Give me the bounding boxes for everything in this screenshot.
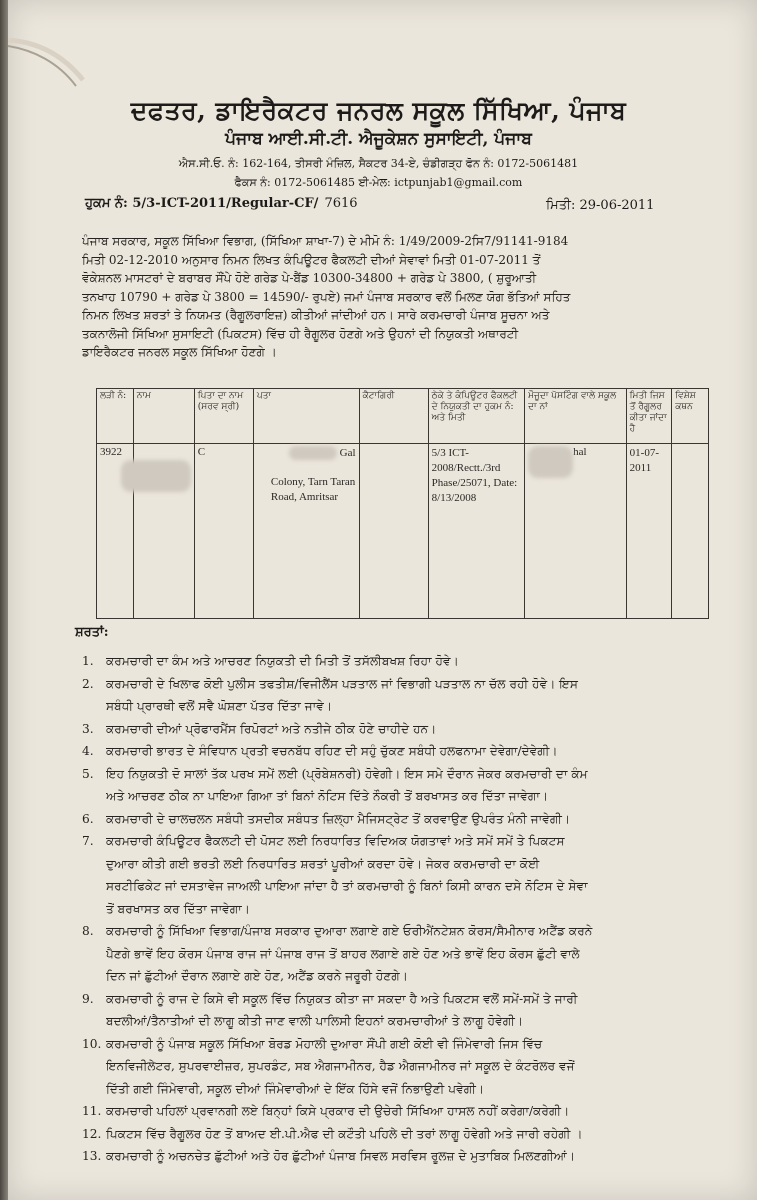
condition-number: 13. xyxy=(82,1149,102,1163)
serial-value: 3922 xyxy=(100,446,122,458)
condition-text xyxy=(106,1100,702,1123)
col-name: ਨਾਮ xyxy=(133,389,194,444)
condition-line: ਕਰਮਚਾਰੀ ਦੇ ਚਾਲਚਲਨ ਸਬੰਧੀ ਤਸਦੀਕ ਸਬੰਧਤ ਜ਼ਿਲ੍ਹਾ ਮੈਜਿਸਟ੍ਰੇਟ ਤੋਂ ਕਰਵਾਉਣ ਉਪਰੰਤ ਮੰਨੀ ਜਾਵੇਗੀ। xyxy=(106,811,571,826)
col-serial: ਲੜੀ ਨੰ: xyxy=(97,389,134,444)
condition-line: ਕਰਮਚਾਰੀ ਕੰਪਿਊਟਰ ਫੈਕਲਟੀ ਦੀ ਪੋਸਟ ਲਈ ਨਿਰਧਾਰਿਤ ਵਿਦਿਅਕ ਯੋਗਤਾਵਾਂ ਅਤੇ ਸਮੇਂ ਸਮੇਂ ਤੇ ਪਿਕਟਸ xyxy=(106,834,565,848)
condition-line: ਕਰਮਚਾਰੀ ਨੂੰ ਅਚਨਚੇਤ ਛੁੱਟੀਆਂ ਅਤੇ ਹੋਰ ਛੁੱਟੀਆਂ ਪੰਜਾਬ ਸਿਵਲ ਸਰਵਿਸ ਰੂਲਜ਼ ਦੇ ਮੁਤਾਬਿਕ ਮਿਲਣਗੀਆਂ। xyxy=(106,1149,576,1163)
condition-number: 2. xyxy=(82,676,94,691)
cell-school xyxy=(525,444,627,619)
condition-text xyxy=(106,740,702,763)
cell-regular-date xyxy=(626,444,672,619)
office-address: ਐਸ.ਸੀ.ਓ. ਨੰ: 162-164, ਤੀਸਰੀ ਮੰਜ਼ਿਲ, ਸੈਕਟਰ 34-ਏ, ਚੰਡੀਗੜ੍ਹ ਫੋਨ ਨੰ: 0172-5061481 xyxy=(178,157,579,170)
condition-line: ਇਨਵਿਜੀਲੇਟਰ, ਸੁਪਰਵਾਈਜ਼ਰ, ਸੁਪਰਡੰਟ, ਸਬ ਐਗਜਾਮੀਨਰ, ਹੈਡ ਐਗਜਾਮੀਨਰ ਜਾਂ ਸਕੂਲ ਦੇ ਕੰਟਰੋਲਰ ਵਜੋਂ xyxy=(106,1059,575,1073)
cell-name xyxy=(133,444,194,619)
condition-line: ਦਿਨ ਜਾਂ ਛੁੱਟੀਆਂ ਦੌਰਾਨ ਲਗਾਏ ਗਏ ਹੋਣ, ਅਟੈਂਡ ਕਰਨੇ ਜਰੂਰੀ ਹੋਣਗੇ। xyxy=(106,969,409,983)
redacted-name xyxy=(121,460,191,492)
society-title: ਪੰਜਾਬ ਆਈ.ਸੀ.ਟੀ. ਐਜੂਕੇਸ਼ਨ ਸੁਸਾਇਟੀ, ਪੰਜਾਬ xyxy=(225,129,532,149)
condition-line: ਸਰਟੀਫਿਕੇਟ ਜਾਂ ਦਸਤਾਵੇਜ ਜਾਅਲੀ ਪਾਇਆ ਜਾਂਦਾ ਹੈ ਤਾਂ ਕਰਮਚਾਰੀ ਨੂੰ ਬਿਨਾਂ ਕਿਸੀ ਕਾਰਨ ਦਸੇ ਨੋਟਿਸ ਦੇ ਸੇਵਾ xyxy=(106,879,588,893)
cell-father xyxy=(194,444,253,619)
list-item xyxy=(82,920,702,988)
table-header-row xyxy=(97,389,709,444)
redacted-school xyxy=(528,446,573,478)
list-item xyxy=(82,740,702,763)
appointment-value: 5/3 ICT-2008/Rectt./3rd Phase/25071, Date: 8/13/2008 xyxy=(431,447,518,504)
order-number: 7616 xyxy=(324,196,358,211)
intro-line: ਤਕਨਾਲੋਜੀ ਸਿੱਖਿਆ ਸੁਸਾਇਟੀ (ਪਿਕਟਸ) ਵਿੱਚ ਹੀ ਰੈਗੂਲਰ ਹੋਣਗੇ ਅਤੇ ਉਹਨਾਂ ਦੀ ਨਿਯੁਕਤੀ ਅਥਾਰਟੀ xyxy=(82,326,519,341)
condition-text xyxy=(106,1033,702,1101)
condition-number: 4. xyxy=(82,744,94,758)
order-label: ਹੁਕਮ ਨੰ: 5/3-ICT-2011/Regular-CF/ xyxy=(85,196,319,211)
condition-text xyxy=(106,988,702,1033)
col-remarks: ਵਿਸ਼ੇਸ਼ ਕਥਨ xyxy=(672,389,709,444)
intro-line: ਪੰਜਾਬ ਸਰਕਾਰ, ਸਕੂਲ ਸਿੱਖਿਆ ਵਿਭਾਗ, (ਸਿੱਖਿਆ ਸ਼ਾਖਾ-7) ਦੇ ਮੀਮੋ ਨੰ: 1/49/2009-2ਸਿ7/91141-9184 xyxy=(82,234,569,248)
condition-text xyxy=(106,718,702,741)
order-reference xyxy=(85,196,358,211)
table-row xyxy=(97,444,709,619)
condition-number: 1. xyxy=(82,654,94,668)
condition-text xyxy=(106,830,702,920)
condition-line: ਅਤੇ ਆਚਰਣ ਠੀਕ ਨਾ ਪਾਇਆ ਗਿਆ ਤਾਂ ਬਿਨਾਂ ਨੋਟਿਸ ਦਿੱਤੇ ਨੌਕਰੀ ਤੋਂ ਬਰਖਾਸਤ ਕਰ ਦਿੱਤਾ ਜਾਵੇਗਾ। xyxy=(106,789,549,803)
thread-decoration xyxy=(8,0,98,90)
condition-number: 9. xyxy=(82,991,94,1006)
col-address: ਪਤਾ xyxy=(253,389,359,444)
intro-line: ਨਿਮਨ ਲਿਖਤ ਸ਼ਰਤਾਂ ਤੇ ਨਿਯਮਤ (ਰੈਗੂਲਰਾਇਜ਼) ਕੀਤੀਆਂ ਜਾਂਦੀਆਂ ਹਨ। ਸਾਰੇ ਕਰਮਚਾਰੀ ਪੰਜਾਬ ਸੂਚਨਾ ਅਤੇ xyxy=(82,308,550,322)
col-school: ਮੌਜੂਦਾ ਪੋਸਟਿੰਗ ਵਾਲੇ ਸਕੂਲ ਦਾ ਨਾਂ xyxy=(525,389,627,444)
condition-line: ਇਹ ਨਿਯੁਕਤੀ ਦੋ ਸਾਲਾਂ ਤੱਕ ਪਰਖ ਸਮੇਂ ਲਈ (ਪ੍ਰੋਬੇਸ਼ਨਰੀ) ਹੋਵੇਗੀ। ਇਸ ਸਮੇ ਦੌਰਾਨ ਜੇਕਰ ਕਰਮਚਾਰੀ ਦਾ ਕੰਮ xyxy=(106,766,588,781)
list-item xyxy=(82,1100,702,1123)
list-item xyxy=(82,650,702,673)
regular-date-value: 01-07-2011 xyxy=(629,447,659,474)
condition-number: 10. xyxy=(82,1036,102,1051)
condition-text xyxy=(106,673,702,718)
col-appointment: ਠੇਕੇ ਤੇ ਕੰਪਿਊਟਰ ਫੈਕਲਟੀ ਦੇ ਨਿਯੁਕਤੀ ਦਾ ਹੁਕਮ ਨੰ: ਅਤੇ ਮਿਤੀ xyxy=(428,389,524,444)
intro-line: ਮਿਤੀ 02-12-2010 ਅਨੁਸਾਰ ਨਿਮਨ ਲਿਖਤ ਕੰਪਿਊਟਰ ਫੈਕਲਟੀ ਦੀਆਂ ਸੇਵਾਵਾਂ ਮਿਤੀ 01-07-2011 ਤੋਂ xyxy=(82,252,541,267)
condition-line: ਕਰਮਚਾਰੀ ਨੂੰ ਪੰਜਾਬ ਸਕੂਲ ਸਿੱਖਿਆ ਬੋਰਡ ਮੋਹਾਲੀ ਦੁਆਰਾ ਸੌਂਪੀ ਗਈ ਕੋਈ ਵੀ ਜਿੰਮੇਵਾਰੀ ਜਿਸ ਵਿੱਚ xyxy=(106,1036,543,1051)
employee-table xyxy=(96,388,709,619)
condition-line: ਪਿਕਟਸ ਵਿੱਚ ਰੈਗੂਲਰ ਹੋਣ ਤੋਂ ਬਾਅਦ ਈ.ਪੀ.ਐਫ ਦੀ ਕਟੌਤੀ ਪਹਿਲੇ ਦੀ ਤਰਾਂ ਲਾਗੂ ਹੋਵੇਗੀ ਅਤੇ ਜਾਰੀ ਰਹੇਗੀ । xyxy=(106,1126,583,1141)
condition-text xyxy=(106,920,702,988)
condition-line: ਕਰਮਚਾਰੀ ਨੂੰ ਸਿੱਖਿਆ ਵਿਭਾਗ/ਪੰਜਾਬ ਸਰਕਾਰ ਦੁਆਰਾ ਲਗਾਏ ਗਏ ਓਰੀਐਂਨਟੇਸ਼ਨ ਕੋਰਸ/ਸੈਮੀਨਾਰ ਅਟੈਂਡ ਕਰਨੇ xyxy=(106,924,593,938)
office-contact: ਫੈਕਸ ਨੰ: 0172-5061485 ਈ-ਮੇਲ: ictpunjab1@gmail.com xyxy=(234,176,523,189)
address-fragment: Gal xyxy=(339,447,356,459)
condition-number: 6. xyxy=(82,811,94,826)
condition-line: ਕਰਮਚਾਰੀ ਦੀਆਂ ਪ੍ਰੋਫਾਰਮੈਂਸ ਰਿਪੋਰਟਾਂ ਅਤੇ ਨਤੀਜੇ ਠੀਕ ਹੋਣੇ ਚਾਹੀਦੇ ਹਨ। xyxy=(106,721,437,736)
list-item xyxy=(82,1033,702,1101)
list-item xyxy=(82,718,702,741)
list-item xyxy=(82,830,702,920)
condition-number: 5. xyxy=(82,766,94,781)
address-value: Colony, Tarn Taran Road, Amritsar xyxy=(270,476,356,503)
condition-line: ਤੋਂ ਬਰਖਾਸਤ ਕਰ ਦਿੱਤਾ ਜਾਵੇਗਾ। xyxy=(106,901,250,916)
list-item xyxy=(82,673,702,718)
condition-number: 11. xyxy=(82,1104,102,1118)
list-item xyxy=(82,763,702,808)
intro-line: ਵੋਕੇਸ਼ਨਲ ਮਾਸਟਰਾਂ ਦੇ ਬਰਾਬਰ ਸੌਂਪੇ ਹੋਏ ਗਰੇਡ ਪੇ-ਬੈਂਡ 10300-34800 + ਗਰੇਡ ਪੇ 3800, ( ਸ਼ੁਰੂਆਤੀ xyxy=(82,271,537,285)
intro-paragraph xyxy=(82,232,682,362)
condition-text xyxy=(106,1145,702,1168)
col-regular-date: ਮਿਤੀ ਜਿਸ ਤੋਂ ਰੈਗੂਲਰ ਕੀਤਾ ਜਾਂਦਾ ਹੈ xyxy=(626,389,672,444)
order-date: ਮਿਤੀ: 29-06-2011 xyxy=(546,198,655,213)
list-item xyxy=(82,988,702,1033)
condition-text xyxy=(106,650,702,673)
conditions-heading: ਸ਼ਰਤਾਂ: xyxy=(75,625,109,640)
col-category: ਕੈਟਾਗਿਰੀ xyxy=(359,389,428,444)
intro-line: ਡਾਇਰੈਕਟਰ ਜਨਰਲ ਸਕੂਲ ਸਿੱਖਿਆ ਹੋਣਗੇ । xyxy=(82,345,277,359)
condition-number: 7. xyxy=(82,834,94,848)
condition-text xyxy=(106,1123,702,1146)
cell-address xyxy=(253,444,359,619)
list-item xyxy=(82,808,702,831)
condition-line: ਦੁਆਰਾ ਕੀਤੀ ਗਈ ਭਰਤੀ ਲਈ ਨਿਰਧਾਰਿਤ ਸ਼ਰਤਾਂ ਪੂਰੀਆਂ ਕਰਦਾ ਹੋਵੇ। ਜੇਕਰ ਕਰਮਚਾਰੀ ਦਾ ਕੋਈ xyxy=(106,856,540,871)
condition-number: 12. xyxy=(82,1126,102,1141)
condition-line: ਪੈਣਗੇ ਭਾਵੇਂ ਇਹ ਕੋਰਸ ਪੰਜਾਬ ਰਾਜ ਜਾਂ ਪੰਜਾਬ ਰਾਜ ਤੋਂ ਬਾਹਰ ਲਗਾਏ ਗਏ ਹੋਣ ਅਤੇ ਭਾਵੇਂ ਇਹ ਕੋਰਸ ਛੁੱਟੀ ਵਾਲੇ xyxy=(106,946,580,961)
intro-line: ਤਨਖਾਹ 10790 + ਗਰੇਡ ਪੇ 3800 = 14590/- ਰੁਪਏ) ਜਮਾਂ ਪੰਜਾਬ ਸਰਕਾਰ ਵਲੋਂ ਮਿਲਣ ਯੋਗ ਭੱਤਿਆਂ ਸਹਿਤ xyxy=(82,289,571,304)
cell-remarks xyxy=(672,444,709,619)
condition-line: ਕਰਮਚਾਰੀ ਦਾ ਕੰਮ ਅਤੇ ਆਚਰਣ ਨਿਯੁਕਤੀ ਦੀ ਮਿਤੀ ਤੋਂ ਤਸੱਲੀਬਖਸ਼ ਰਿਹਾ ਹੋਵੇ। xyxy=(106,654,459,668)
condition-line: ਦਿੱਤੀ ਗਈ ਜਿੰਮੇਵਾਰੀ, ਸਕੂਲ ਦੀਆਂ ਜਿੰਮੇਵਾਰੀਆਂ ਦੇ ਇੱਕ ਹਿੱਸੇ ਵਜੋਂ ਨਿਭਾਉਣੀ ਪਵੇਗੀ। xyxy=(106,1081,485,1096)
condition-line: ਕਰਮਚਾਰੀ ਭਾਰਤ ਦੇ ਸੰਵਿਧਾਨ ਪ੍ਰਤੀ ਵਚਨਬੱਧ ਰਹਿਣ ਦੀ ਸਹੁੰ ਚੁੱਕਣ ਸਬੰਧੀ ਹਲਫਨਾਮਾ ਦੇਵੇਗਾ/ਦੇਵੇਗੀ। xyxy=(106,744,558,758)
cell-appointment xyxy=(428,444,524,619)
condition-line: ਸਬੰਧੀ ਪ੍ਰਾਰਥੀ ਵਲੋਂ ਸਵੈ ਘੋਸ਼ਣਾ ਪੱਤਰ ਦਿੱਤਾ ਜਾਵੇ। xyxy=(106,699,333,713)
col-father: ਪਿਤਾ ਦਾ ਨਾਮ (ਸਰਵ ਸ੍ਰੀ) xyxy=(194,389,253,444)
office-title: ਦਫਤਰ, ਡਾਇਰੈਕਟਰ ਜਨਰਲ ਸਕੂਲ ਸਿੱਖਿਆ, ਪੰਜਾਬ xyxy=(130,96,627,125)
condition-line: ਕਰਮਚਾਰੀ ਦੇ ਖਿਲਾਫ ਕੋਈ ਪੁਲੀਸ ਤਫਤੀਸ਼/ਵਿਜੀਲੈਂਸ ਪੜਤਾਲ ਜਾਂ ਵਿਭਾਗੀ ਪੜਤਾਲ ਨਾ ਚੱਲ ਰਹੀ ਹੋਵੇ। ਇਸ xyxy=(106,676,578,691)
conditions-list xyxy=(82,650,702,1168)
condition-line: ਕਰਮਚਾਰੀ ਪਹਿਲਾਂ ਪ੍ਰਵਾਨਗੀ ਲਏ ਬਿਨ੍ਹਾਂ ਕਿਸੇ ਪ੍ਰਕਾਰ ਦੀ ਉਚੇਰੀ ਸਿੱਖਿਆ ਹਾਸਲ ਨਹੀਂ ਕਰੇਗਾ/ਕਰੇਗੀ। xyxy=(106,1104,570,1118)
condition-text xyxy=(106,763,702,808)
redacted-address xyxy=(289,446,337,460)
condition-text xyxy=(106,808,702,831)
school-fragment: hal xyxy=(573,446,587,458)
condition-line: ਕਰਮਚਾਰੀ ਨੂੰ ਰਾਜ ਦੇ ਕਿਸੇ ਵੀ ਸਕੂਲ ਵਿੱਚ ਨਿਯੁਕਤ ਕੀਤਾ ਜਾ ਸਕਦਾ ਹੈ ਅਤੇ ਪਿਕਟਸ ਵਲੋਂ ਸਮੇਂ-ਸਮੇਂ ਤੇ ਜਾਰੀ xyxy=(106,991,578,1006)
condition-number: 8. xyxy=(82,924,94,938)
list-item xyxy=(82,1145,702,1168)
condition-number: 3. xyxy=(82,721,94,736)
cell-category xyxy=(359,444,428,619)
condition-line: ਬਦਲੀਆਂ/ਤੈਨਾਤੀਆਂ ਦੀ ਲਾਗੂ ਕੀਤੀ ਜਾਣ ਵਾਲੀ ਪਾਲਿਸੀ ਇਹਨਾਂ ਕਰਮਚਾਰੀਆਂ ਤੇ ਲਾਗੂ ਹੋਵੇਗੀ। xyxy=(106,1014,524,1028)
father-value: C xyxy=(197,446,206,458)
list-item xyxy=(82,1123,702,1146)
